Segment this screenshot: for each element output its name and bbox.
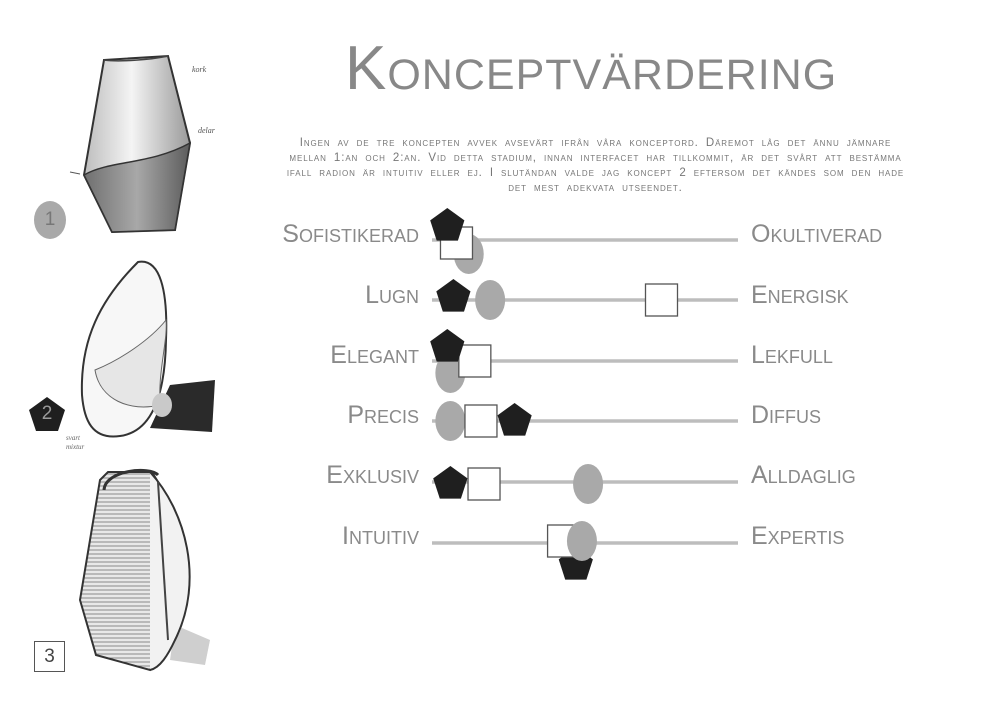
concept-1-annotation-1: kork xyxy=(192,65,207,74)
scale-5-concept-1-circle-marker xyxy=(573,464,603,504)
concept-3-number: 3 xyxy=(44,645,55,667)
scale-3-concept-2-pentagon-marker xyxy=(430,329,464,362)
scale-4-concept-2-pentagon-marker xyxy=(498,403,532,436)
concept-2-annotation-1: svart xyxy=(66,434,80,442)
scale-1-right-label: Okultiverad xyxy=(751,220,883,248)
scale-4-right-label: Diffus xyxy=(751,401,822,429)
scale-1-concept-2-pentagon-marker xyxy=(430,208,464,241)
concept-1-annotation-2: delar xyxy=(198,126,215,135)
description-text: Ingen av de tre koncepten avvek avsevärt ifrån våra konceptord. Däremot låg det ännu jämnare mellan 1:an och 2:an. Vid detta stadium, innan interfacet har tillkommit, är det svårt att bestämma ifall radion är intuitiv eller ej. I slutändan valde jag koncept 2 eftersom det kändes som den hade det mest adekvata utseendet. xyxy=(286,137,905,194)
scale-4-left-label: Precis xyxy=(347,401,419,429)
scale-2-right-label: Energisk xyxy=(751,281,849,309)
scale-3-concept-3-square-marker xyxy=(459,345,491,377)
scale-2-concept-2-pentagon-marker xyxy=(436,279,470,312)
scale-4-concept-1-circle-marker xyxy=(435,401,465,441)
scale-6-right-label: Expertis xyxy=(751,522,845,550)
scale-2-concept-1-circle-marker xyxy=(475,280,505,320)
scale-2-concept-3-square-marker xyxy=(646,284,678,316)
scale-6-left-label: Intuitiv xyxy=(342,522,419,550)
scale-6-concept-1-circle-marker xyxy=(567,521,597,561)
scale-3-right-label: Lekfull xyxy=(751,341,833,369)
scale-5-left-label: Exklusiv xyxy=(326,461,419,489)
scale-5-concept-2-pentagon-marker xyxy=(433,466,467,499)
concept-2-number: 2 xyxy=(41,403,53,424)
scale-5-concept-3-square-marker xyxy=(468,468,500,500)
scale-4-concept-3-square-marker xyxy=(465,405,497,437)
concept-2-annotation-2: mixtur xyxy=(66,443,85,451)
scale-3-left-label: Elegant xyxy=(330,341,419,369)
concept-1-number: 1 xyxy=(44,209,56,230)
scale-2-left-label: Lugn xyxy=(365,281,419,309)
scale-5-right-label: Alldaglig xyxy=(751,461,856,489)
page-title: Konceptvärdering xyxy=(345,34,838,103)
scale-1-left-label: Sofistikerad xyxy=(282,220,419,248)
